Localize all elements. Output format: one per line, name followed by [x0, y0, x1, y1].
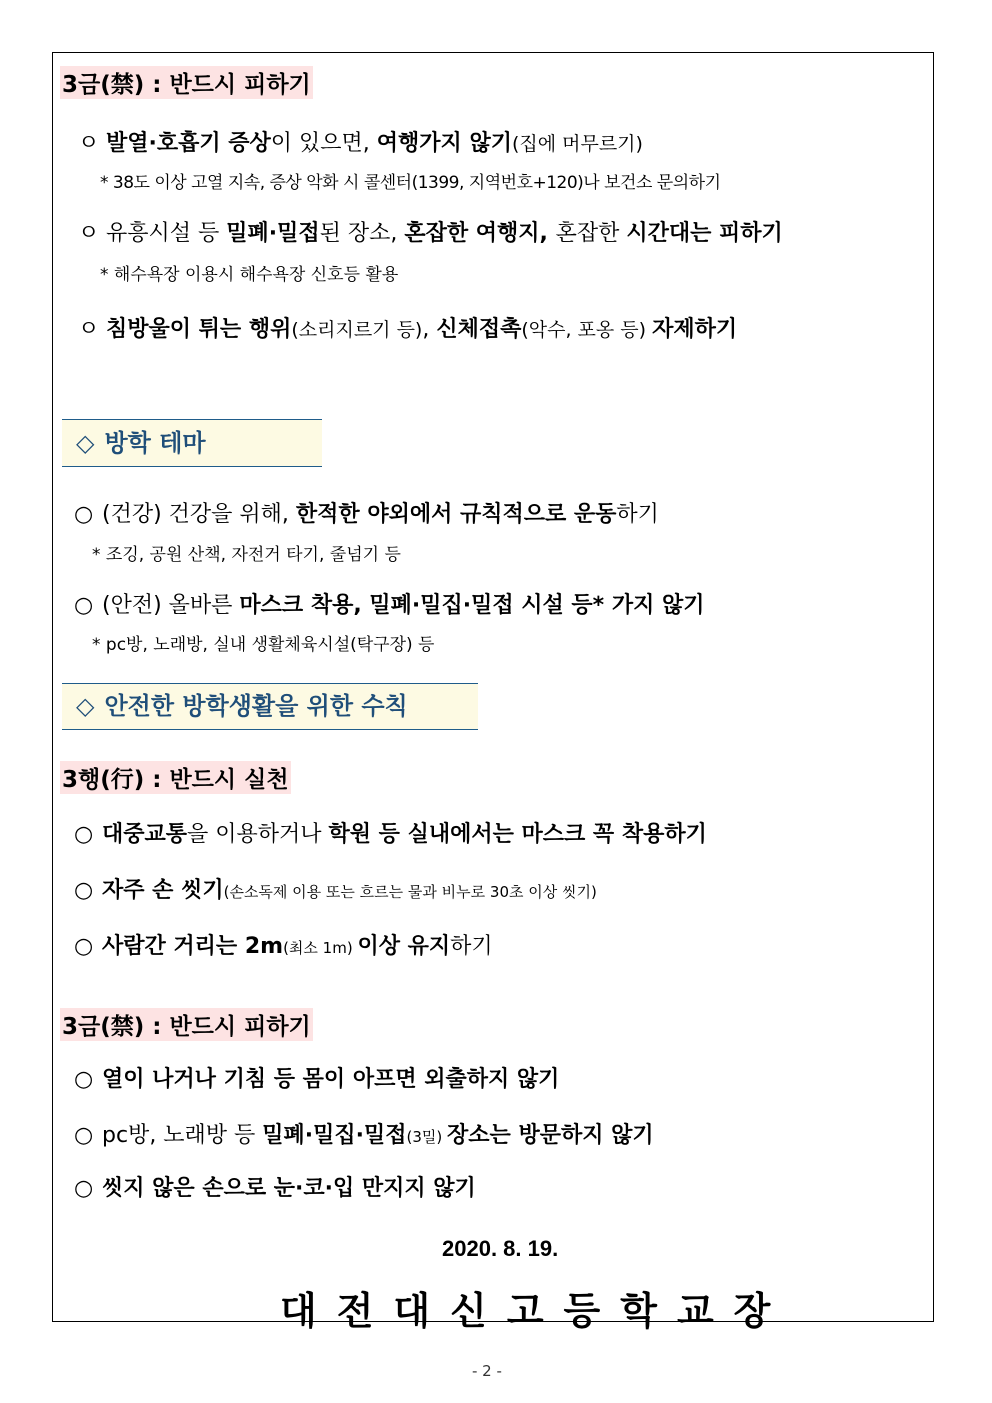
- principal-signature: 대전대신고등학교장: [280, 1289, 791, 1333]
- s1-item-3: ㅇ 침방울이 튀는 행위(소리지르기 등), 신체접촉(악수, 포옹 등) 자제하기: [78, 312, 737, 343]
- s1-item-1: ㅇ 발열·호흡기 증상이 있으면, 여행가지 않기(집에 머무르기): [78, 126, 643, 157]
- bullet-marker: ㅇ: [78, 131, 100, 156]
- bullet-marker: ○: [74, 1123, 94, 1148]
- s3-item-2: ○ pc방, 노래방 등 밀폐·밀집·밀접(3밀) 장소는 방문하지 않기: [74, 1123, 654, 1148]
- section2-heading: 3행(行) : 반드시 실천: [60, 761, 291, 794]
- theme-box-rules: [62, 683, 478, 730]
- bullet-marker: ○: [74, 502, 94, 527]
- bullet-marker: ㅇ: [78, 221, 100, 246]
- s2-item-2: ○ 자주 손 씻기(손소독제 이용 또는 흐르는 물과 비누로 30초 이상 씻기): [74, 878, 597, 903]
- section3-heading: 3금(禁) : 반드시 피하기: [60, 1008, 313, 1041]
- bullet-marker: ○: [74, 1176, 94, 1201]
- diamond-icon: ◇: [76, 692, 95, 720]
- section1-heading: 3금(禁) : 반드시 피하기: [60, 66, 313, 99]
- theme-title: 방학 테마: [104, 429, 206, 457]
- s3-item-3: ○ 씻지 않은 손으로 눈·코·입 만지지 않기: [74, 1176, 476, 1201]
- theme-box-vacation: [62, 419, 322, 467]
- bullet-marker: ○: [74, 593, 94, 618]
- bullet-marker: ○: [74, 1067, 94, 1092]
- s1-item-2: ㅇ 유흥시설 등 밀폐·밀접된 장소, 혼잡한 여행지, 혼잡한 시간대는 피하기: [78, 216, 783, 247]
- bullet-marker: ○: [74, 822, 94, 847]
- s2-item-1: ○ 대중교통을 이용하거나 학원 등 실내에서는 마스크 꼭 착용하기: [74, 822, 707, 847]
- page-number: - 2 -: [472, 1362, 502, 1380]
- bullet-marker: ○: [74, 878, 94, 903]
- bullet-marker: ㅇ: [78, 317, 100, 342]
- s1-note-2: * 해수욕장 이용시 해수욕장 신호등 활용: [100, 265, 399, 285]
- s2-item-3: ○ 사람간 거리는 2m(최소 1m) 이상 유지하기: [74, 934, 493, 959]
- theme-note-health: * 조깅, 공원 산책, 자전거 타기, 줄넘기 등: [92, 545, 401, 565]
- theme-note-safety: * pc방, 노래방, 실내 생활체육시설(탁구장) 등: [92, 635, 435, 655]
- bullet-marker: ○: [74, 934, 94, 959]
- s3-item-1: ○ 열이 나거나 기침 등 몸이 아프면 외출하지 않기: [74, 1067, 560, 1092]
- notice-date: 2020. 8. 19.: [442, 1236, 559, 1261]
- s1-note-1: * 38도 이상 고열 지속, 증상 악화 시 콜센터(1399, 지역번호+120)나 보건소 문의하기: [100, 173, 721, 193]
- diamond-icon: ◇: [76, 429, 95, 457]
- theme-item-safety: ○ (안전) 올바른 마스크 착용, 밀폐·밀집·밀접 시설 등* 가지 않기: [74, 593, 705, 618]
- theme-title: 안전한 방학생활을 위한 수칙: [104, 692, 408, 720]
- theme-item-health: ○ (건강) 건강을 위해, 한적한 야외에서 규칙적으로 운동하기: [74, 502, 659, 527]
